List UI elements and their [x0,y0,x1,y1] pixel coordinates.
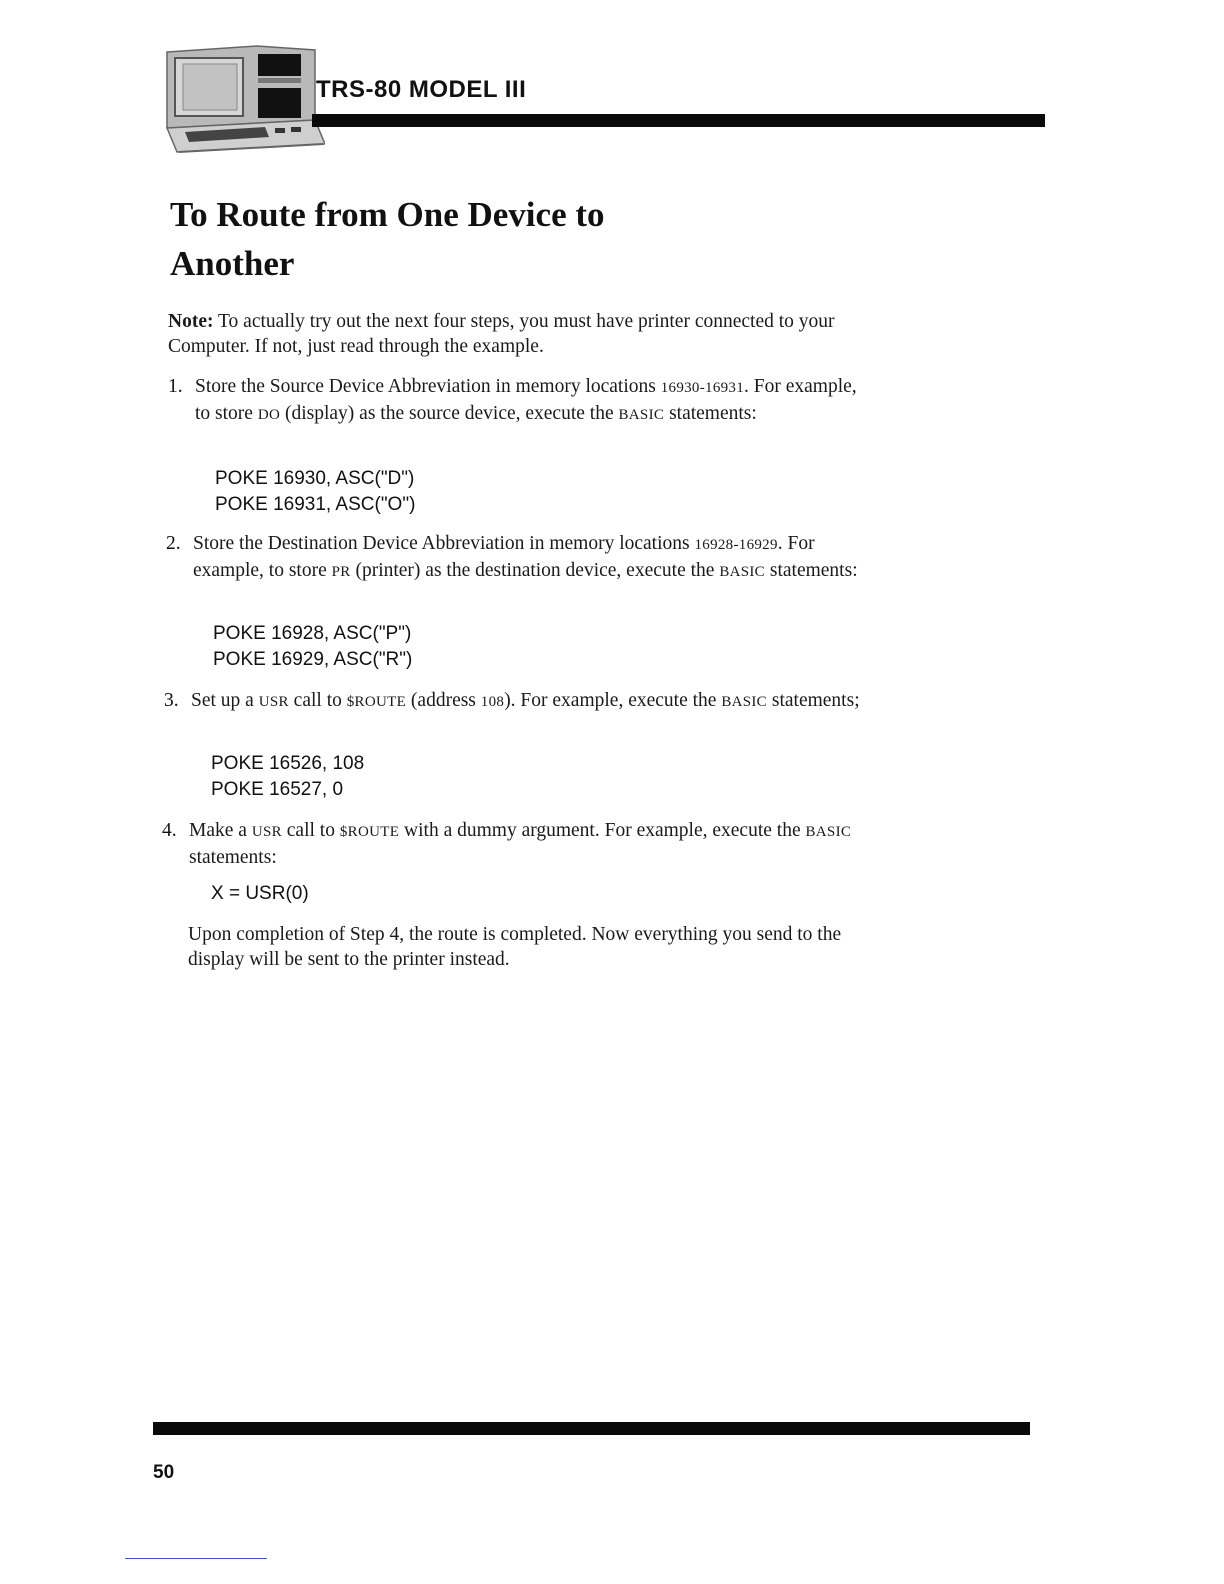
device-code: DO [257,407,281,423]
running-header-title: TRS-80 MODEL III [316,76,527,103]
step-text [191,688,871,715]
step-text-run: call to [288,690,347,711]
code-line: X = USR(0) [211,883,309,904]
address-value: 108 [480,694,505,710]
step-text-run: statements: [189,847,277,868]
heading-line-2: Another [170,244,295,283]
bottom-divider [125,1558,267,1559]
heading-line-1: To Route from One Device to [170,195,605,234]
basic-keyword: BASIC [618,407,665,423]
memory-address: 16928-16929 [694,537,778,553]
step-text-run: statements: [664,403,757,424]
step-number: 1. [168,376,183,397]
step-text-run: ). For example, execute the [504,690,722,711]
code-block-3 [211,751,364,802]
code-line: POKE 16929, ASC("R") [213,648,413,670]
step-text-run: Store the Source Device Abbreviation in memory locations [195,376,661,397]
step-text-run: Make a [189,820,252,841]
step-text-run: statements: [765,560,858,581]
trs80-computer-icon [165,44,325,156]
step-text [195,374,875,428]
code-block-1 [215,466,415,517]
code-line: POKE 16527, 0 [211,778,344,800]
step-number: 4. [162,820,177,841]
step-text-run: (printer) as the destination device, execute the [350,560,720,581]
section-heading [170,190,730,288]
step-text-run: (display) as the source device, execute the [280,403,619,424]
footer-rule [153,1422,1030,1435]
code-line: POKE 16526, 108 [211,753,365,774]
code-line: POKE 16931, ASC("O") [215,493,416,515]
basic-keyword: BASIC [719,564,765,580]
note-paragraph [168,309,868,359]
header-rule [312,114,1045,127]
step-text-run: with a dummy argument. For example, execute the [399,820,806,841]
step-text-run: . For example, to store [195,376,857,424]
code-block-2 [213,621,412,672]
closing-paragraph: Upon completion of Step 4, the route is completed. Now everything you send to the display will be sent to the printer instead. [188,924,842,970]
basic-keyword: BASIC [805,824,852,840]
usr-keyword: USR [251,824,282,840]
step-text [189,818,869,870]
step-text-run: call to [281,820,340,841]
device-code: PR [331,564,351,580]
page-number: 50 [153,1462,175,1483]
usr-keyword: USR [258,694,289,710]
step-text-run: Store the Destination Device Abbreviation in memory locations [193,533,695,554]
step-text-run: (address [406,690,481,711]
code-block-4 [211,881,309,907]
memory-address: 16930-16931 [660,380,745,396]
note-text: To actually try out the next four steps, you must have printer connected to your Computer. If not, just read through the example. [168,311,835,357]
step-text [193,531,873,585]
step-text-run: Set up a [191,690,259,711]
note-label: Note: [168,311,214,332]
route-keyword: $ROUTE [339,824,400,840]
step-number: 2. [166,533,181,554]
code-line: POKE 16930, ASC("D") [215,468,415,489]
code-line: POKE 16928, ASC("P") [213,623,412,644]
basic-keyword: BASIC [721,694,767,710]
route-keyword: $ROUTE [346,694,407,710]
step-text-run: . For example, to store [193,533,815,581]
step-text-run: statements; [767,690,860,711]
step-number: 3. [164,690,179,711]
